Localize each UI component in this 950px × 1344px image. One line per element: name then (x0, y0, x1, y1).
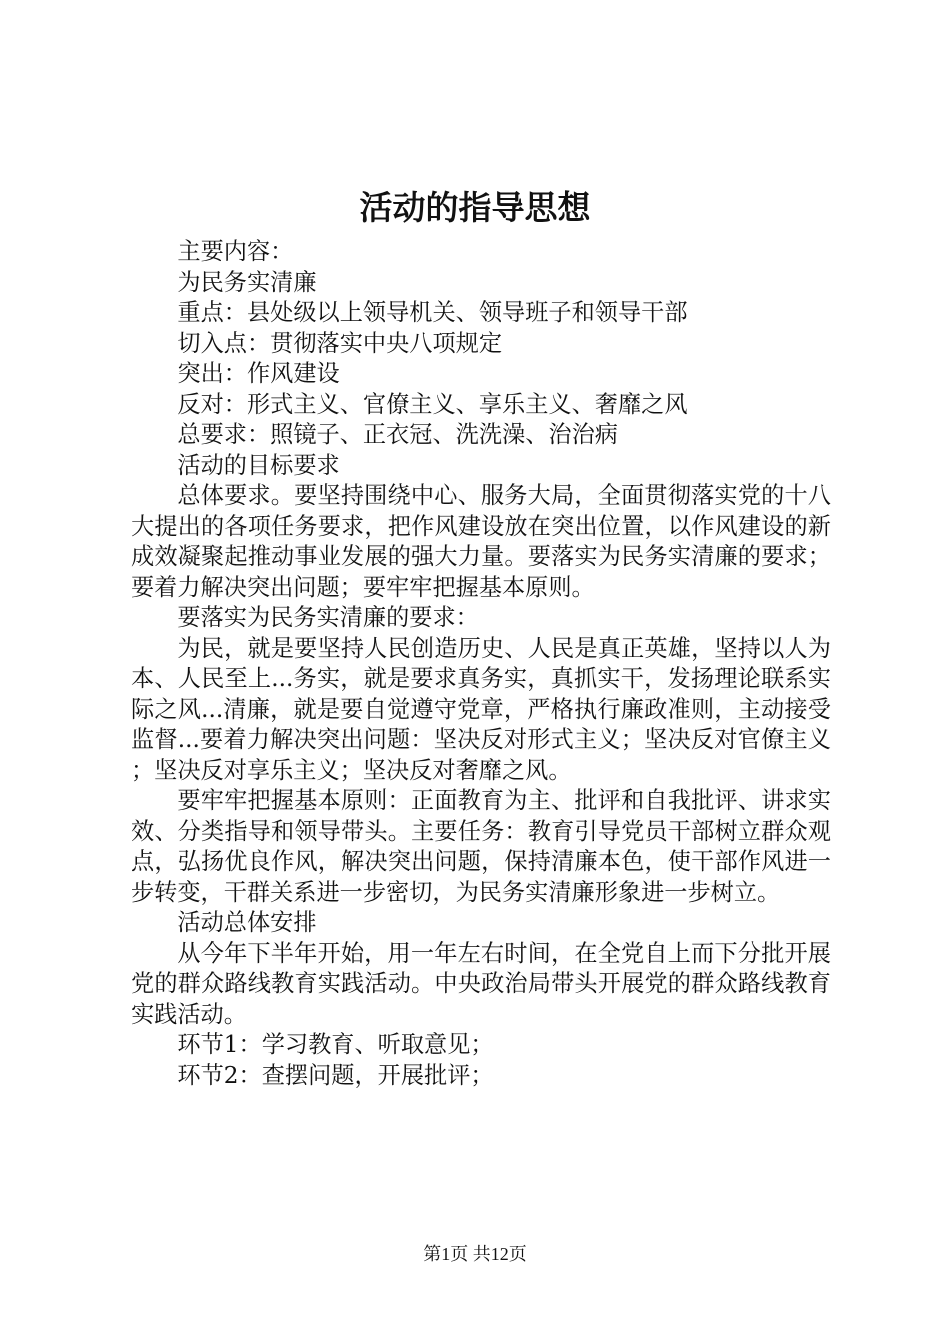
document-body (131, 237, 831, 1091)
section-heading: 活动总体安排 (177, 909, 317, 936)
paragraph: 总体要求。要坚持围绕中心、服务大局，全面贯彻落实党的十八大提出的各项任务要求，把作风建设放在突出位置，以作风建设的新成效凝聚起推动事业发展的强大力量。要落实为民务实清廉的要求；要着力解决突出问题；要牢牢把握基本原则。 (131, 482, 831, 601)
paragraph: 切入点：贯彻落实中央八项规定 (177, 329, 503, 357)
paragraph: 反对：形式主义、官僚主义、享乐主义、奢靡之风 (177, 390, 688, 418)
paragraph: 总要求：照镜子、正衣冠、洗洗澡、治治病 (177, 421, 618, 448)
paragraph: 环节1：学习教育、听取意见； (177, 1031, 494, 1058)
paragraph: 突出：作风建设 (177, 360, 340, 387)
paragraph: 从今年下半年开始，用一年左右时间，在全党自上而下分批开展党的群众路线教育实践活动。中央政治局带头开展党的群众路线教育实践活动。 (131, 939, 831, 1028)
page-number: 第1页 共12页 (423, 1244, 527, 1264)
paragraph: 要牢牢把握基本原则：正面教育为主、批评和自我批评、讲求实效、分类指导和领导带头。主要任务：教育引导党员干部树立群众观点，弘扬优良作风，解决突出问题，保持清廉本色，使干部作风进一步转变，干群关系进一步密切，为民务实清廉形象进一步树立。 (131, 787, 831, 906)
page-title: 活动的指导思想 (359, 188, 591, 227)
paragraph: 重点：县处级以上领导机关、领导班子和领导干部 (177, 299, 688, 326)
paragraph: 要落实为民务实清廉的要求： (177, 604, 479, 631)
section-heading: 活动的目标要求 (177, 451, 340, 479)
paragraph: 为民务实清廉 (177, 268, 317, 296)
paragraph: 环节2：查摆问题，开展批评； (177, 1061, 494, 1089)
paragraph: 为民，就是要坚持人民创造历史、人民是真正英雄，坚持以人为本、人民至上...务实，就是要求真务实，真抓实干，发扬理论联系实际之风...清廉，就是要自觉遵守党章，严格执行廉政准则，主动接受监督...要着力解决突出问题：坚决反对形式主义；坚决反对官僚主义；坚决反对享乐主义；坚决反对奢靡之风。 (131, 634, 831, 784)
paragraph: 主要内容： (177, 238, 294, 265)
